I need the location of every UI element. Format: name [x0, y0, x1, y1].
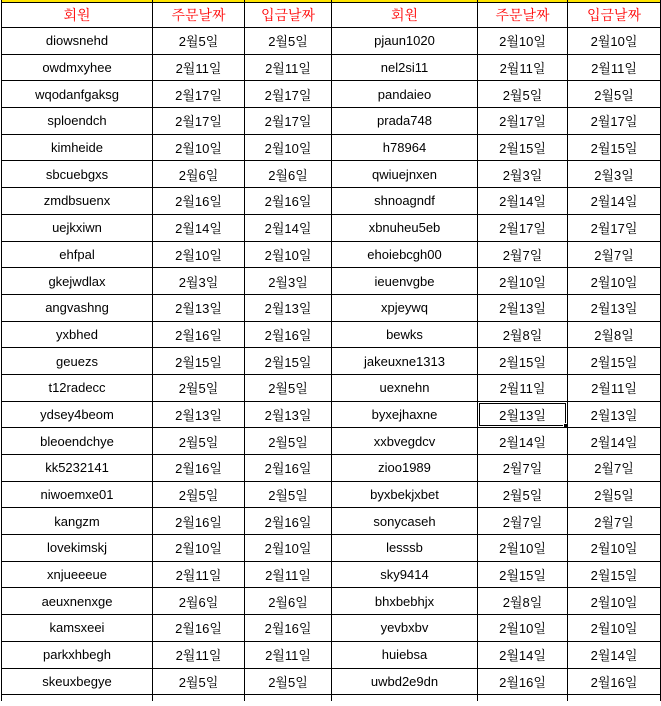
deposit-date-cell-right[interactable]: 2월17일 — [568, 214, 661, 241]
deposit-date-cell-left[interactable]: 2월5일 — [245, 481, 332, 508]
member-cell-right[interactable]: ehoiebcgh00 — [332, 241, 478, 268]
order-date-cell-left[interactable]: 2월5일 — [153, 28, 245, 55]
member-cell-right[interactable]: nel2si11 — [332, 54, 478, 81]
deposit-date-cell-right[interactable]: 2월15일 — [568, 348, 661, 375]
order-date-cell-right[interactable]: 2월7일 — [478, 508, 568, 535]
order-date-cell-left[interactable]: 2월11일 — [153, 561, 245, 588]
member-cell-right[interactable]: xxbvegdcv — [332, 428, 478, 455]
member-cell-left[interactable]: owdmxyhee — [2, 54, 153, 81]
member-cell-left[interactable]: yxbhed — [2, 321, 153, 348]
member-cell-right[interactable]: jakeuxne1313 — [332, 348, 478, 375]
order-date-cell-right[interactable]: 2월15일 — [478, 348, 568, 375]
deposit-date-cell-left[interactable]: 2월16일 — [245, 321, 332, 348]
order-date-cell-left[interactable]: 2월6일 — [153, 588, 245, 615]
member-cell-left[interactable]: wqodanfgaksg — [2, 81, 153, 108]
member-cell-right[interactable]: bewks — [332, 321, 478, 348]
header-member-left[interactable]: 회원 — [2, 3, 153, 28]
order-date-cell-right[interactable]: 2월10일 — [478, 28, 568, 55]
order-date-cell-left[interactable]: 2월10일 — [153, 134, 245, 161]
order-date-cell-right[interactable]: 2월5일 — [478, 481, 568, 508]
order-date-cell-right[interactable]: 2월15일 — [478, 561, 568, 588]
deposit-date-cell-right[interactable]: 2월3일 — [568, 161, 661, 188]
order-date-cell-right[interactable]: 2월17일 — [478, 214, 568, 241]
order-date-cell-left[interactable]: 2월16일 — [153, 455, 245, 482]
member-cell-right[interactable]: pandaieo — [332, 81, 478, 108]
table-row — [2, 161, 661, 188]
deposit-date-cell-right[interactable]: 2월10일 — [568, 535, 661, 562]
deposit-date-cell-right[interactable]: 2월11일 — [568, 374, 661, 401]
order-date-cell-right[interactable]: 2월15일 — [478, 134, 568, 161]
member-cell-left[interactable]: geuezs — [2, 348, 153, 375]
order-date-cell-right[interactable]: 2월11일 — [478, 54, 568, 81]
order-date-cell-left[interactable]: 2월16일 — [153, 188, 245, 215]
deposit-date-cell-left[interactable]: 2월13일 — [245, 294, 332, 321]
table-row — [2, 561, 661, 588]
table-row — [2, 294, 661, 321]
order-date-cell-right[interactable]: 2월5일 — [478, 81, 568, 108]
deposit-date-cell-left[interactable]: 2월16일 — [245, 508, 332, 535]
member-cell-left[interactable]: ydsey4beom — [2, 401, 153, 428]
member-cell-right[interactable]: lesssb — [332, 535, 478, 562]
table-row — [2, 348, 661, 375]
header-row — [2, 3, 661, 28]
deposit-date-cell-left[interactable]: 2월10일 — [245, 535, 332, 562]
order-date-cell-left[interactable]: 2월10일 — [153, 535, 245, 562]
table-row — [2, 108, 661, 135]
deposit-date-cell-right[interactable]: 2월7일 — [568, 241, 661, 268]
deposit-date-cell-right[interactable]: 2월14일 — [568, 641, 661, 668]
table-row — [2, 214, 661, 241]
order-date-cell-left[interactable]: 2월6일 — [153, 161, 245, 188]
deposit-date-cell-left[interactable]: 2월3일 — [245, 268, 332, 295]
deposit-date-cell-right[interactable]: 2월10일 — [568, 28, 661, 55]
header-deposit-left[interactable]: 입금날짜 — [245, 3, 332, 28]
table-row — [2, 641, 661, 668]
table-row — [2, 321, 661, 348]
member-cell-left[interactable]: lovekimskj — [2, 535, 153, 562]
order-date-cell-left[interactable]: 2월16일 — [153, 615, 245, 642]
member-cell-left[interactable]: kangzm — [2, 508, 153, 535]
member-cell-left[interactable]: bleoendchye — [2, 428, 153, 455]
order-date-cell-left[interactable]: 2월15일 — [153, 348, 245, 375]
deposit-date-cell-left[interactable]: 2월10일 — [245, 241, 332, 268]
cutoff-bottom-cell — [478, 695, 568, 702]
member-cell-right[interactable]: bhxbebhjx — [332, 588, 478, 615]
cutoff-bottom-cell — [153, 695, 245, 702]
member-cell-right[interactable]: pjaun1020 — [332, 28, 478, 55]
deposit-date-cell-left[interactable]: 2월5일 — [245, 668, 332, 695]
deposit-date-cell-left[interactable]: 2월6일 — [245, 161, 332, 188]
order-date-cell-left[interactable]: 2월16일 — [153, 508, 245, 535]
table-row — [2, 508, 661, 535]
table-row — [2, 401, 661, 428]
deposit-date-cell-left[interactable]: 2월11일 — [245, 54, 332, 81]
deposit-date-cell-right[interactable]: 2월11일 — [568, 54, 661, 81]
table-row — [2, 588, 661, 615]
member-cell-right[interactable]: uwbd2e9dn — [332, 668, 478, 695]
orders-spreadsheet — [1, 0, 661, 701]
cutoff-bottom-cell — [332, 695, 478, 702]
order-date-cell-right[interactable]: 2월11일 — [478, 374, 568, 401]
deposit-date-cell-right[interactable]: 2월16일 — [568, 668, 661, 695]
order-date-cell-right[interactable]: 2월10일 — [478, 615, 568, 642]
member-cell-right[interactable]: xbnuheu5eb — [332, 214, 478, 241]
deposit-date-cell-right[interactable]: 2월7일 — [568, 455, 661, 482]
deposit-date-cell-left[interactable]: 2월17일 — [245, 81, 332, 108]
deposit-date-cell-left[interactable]: 2월16일 — [245, 188, 332, 215]
header-member-right[interactable]: 회원 — [332, 3, 478, 28]
deposit-date-cell-right[interactable]: 2월7일 — [568, 508, 661, 535]
member-cell-left[interactable]: ehfpal — [2, 241, 153, 268]
deposit-date-cell-right[interactable]: 2월15일 — [568, 561, 661, 588]
table-row — [2, 81, 661, 108]
deposit-date-cell-right[interactable]: 2월15일 — [568, 134, 661, 161]
deposit-date-cell-left[interactable]: 2월15일 — [245, 348, 332, 375]
member-cell-left[interactable]: angvashng — [2, 294, 153, 321]
order-date-cell-left[interactable]: 2월5일 — [153, 668, 245, 695]
header-deposit-right[interactable]: 입금날짜 — [568, 3, 661, 28]
deposit-date-cell-left[interactable]: 2월5일 — [245, 428, 332, 455]
order-date-cell-left[interactable]: 2월16일 — [153, 321, 245, 348]
member-cell-left[interactable]: t12radecc — [2, 374, 153, 401]
member-cell-right[interactable]: xpjeywq — [332, 294, 478, 321]
deposit-date-cell-right[interactable]: 2월5일 — [568, 481, 661, 508]
order-date-cell-left[interactable]: 2월13일 — [153, 294, 245, 321]
deposit-date-cell-left[interactable]: 2월5일 — [245, 28, 332, 55]
member-cell-left[interactable]: xnjueeeue — [2, 561, 153, 588]
table-row — [2, 54, 661, 81]
member-cell-right[interactable]: uexnehn — [332, 374, 478, 401]
member-cell-left[interactable]: kk5232141 — [2, 455, 153, 482]
member-cell-left[interactable]: diowsnehd — [2, 28, 153, 55]
member-cell-right[interactable]: yevbxbv — [332, 615, 478, 642]
deposit-date-cell-left[interactable]: 2월14일 — [245, 214, 332, 241]
table-row — [2, 535, 661, 562]
order-date-cell-right[interactable]: 2월10일 — [478, 535, 568, 562]
cutoff-bottom-cell — [245, 695, 332, 702]
table-body — [2, 28, 661, 695]
deposit-date-cell-left[interactable]: 2월16일 — [245, 455, 332, 482]
header-order-right[interactable]: 주문날짜 — [478, 3, 568, 28]
order-date-cell-left[interactable]: 2월13일 — [153, 401, 245, 428]
deposit-date-cell-left[interactable]: 2월13일 — [245, 401, 332, 428]
member-cell-right[interactable]: byxbekjxbet — [332, 481, 478, 508]
order-date-cell-right[interactable]: 2월8일 — [478, 588, 568, 615]
order-date-cell-left[interactable]: 2월5일 — [153, 428, 245, 455]
order-date-cell-right[interactable]: 2월14일 — [478, 641, 568, 668]
deposit-date-cell-right[interactable]: 2월13일 — [568, 401, 661, 428]
order-date-cell-right[interactable]: 2월10일 — [478, 268, 568, 295]
member-cell-right[interactable]: h78964 — [332, 134, 478, 161]
deposit-date-cell-right[interactable]: 2월8일 — [568, 321, 661, 348]
member-cell-right[interactable]: ieuenvgbe — [332, 268, 478, 295]
order-date-cell-left[interactable]: 2월10일 — [153, 241, 245, 268]
order-date-cell-right[interactable]: 2월3일 — [478, 161, 568, 188]
order-date-cell-right[interactable]: 2월16일 — [478, 668, 568, 695]
member-cell-left[interactable]: gkejwdlax — [2, 268, 153, 295]
selected-cell[interactable]: 2월13일 — [478, 401, 568, 428]
deposit-date-cell-right[interactable]: 2월10일 — [568, 615, 661, 642]
order-date-cell-right[interactable]: 2월8일 — [478, 321, 568, 348]
table-row — [2, 615, 661, 642]
member-cell-right[interactable]: sonycaseh — [332, 508, 478, 535]
order-date-cell-right[interactable]: 2월7일 — [478, 455, 568, 482]
table-row — [2, 374, 661, 401]
member-cell-right[interactable]: shnoagndf — [332, 188, 478, 215]
cutoff-bottom-cell — [2, 695, 153, 702]
member-cell-left[interactable]: sbcuebgxs — [2, 161, 153, 188]
deposit-date-cell-left[interactable]: 2월17일 — [245, 108, 332, 135]
member-cell-left[interactable]: parkxhbegh — [2, 641, 153, 668]
order-date-cell-right[interactable]: 2월17일 — [478, 108, 568, 135]
table-row — [2, 134, 661, 161]
deposit-date-cell-right[interactable]: 2월17일 — [568, 108, 661, 135]
cutoff-bottom-row — [2, 695, 661, 702]
order-date-cell-left[interactable]: 2월11일 — [153, 641, 245, 668]
member-cell-left[interactable]: kimheide — [2, 134, 153, 161]
deposit-date-cell-left[interactable]: 2월16일 — [245, 615, 332, 642]
table-row — [2, 28, 661, 55]
table-row — [2, 241, 661, 268]
order-date-cell-left[interactable]: 2월5일 — [153, 374, 245, 401]
table-row — [2, 268, 661, 295]
order-date-cell-right[interactable]: 2월7일 — [478, 241, 568, 268]
order-date-cell-left[interactable]: 2월17일 — [153, 81, 245, 108]
member-cell-right[interactable]: zioo1989 — [332, 455, 478, 482]
table-row — [2, 455, 661, 482]
deposit-date-cell-left[interactable]: 2월6일 — [245, 588, 332, 615]
member-cell-left[interactable]: niwoemxe01 — [2, 481, 153, 508]
member-cell-left[interactable]: sploendch — [2, 108, 153, 135]
header-order-left[interactable]: 주문날짜 — [153, 3, 245, 28]
table-row — [2, 428, 661, 455]
member-cell-left[interactable]: skeuxbegye — [2, 668, 153, 695]
deposit-date-cell-right[interactable]: 2월10일 — [568, 588, 661, 615]
member-cell-left[interactable]: kamsxeei — [2, 615, 153, 642]
order-date-cell-right[interactable]: 2월14일 — [478, 428, 568, 455]
order-date-cell-right[interactable]: 2월14일 — [478, 188, 568, 215]
member-cell-right[interactable]: sky9414 — [332, 561, 478, 588]
member-cell-right[interactable]: huiebsa — [332, 641, 478, 668]
order-date-cell-left[interactable]: 2월17일 — [153, 108, 245, 135]
order-date-cell-left[interactable]: 2월5일 — [153, 481, 245, 508]
deposit-date-cell-right[interactable]: 2월10일 — [568, 268, 661, 295]
member-cell-left[interactable]: aeuxnenxge — [2, 588, 153, 615]
order-date-cell-left[interactable]: 2월3일 — [153, 268, 245, 295]
member-cell-right[interactable]: prada748 — [332, 108, 478, 135]
deposit-date-cell-left[interactable]: 2월10일 — [245, 134, 332, 161]
deposit-date-cell-right[interactable]: 2월14일 — [568, 428, 661, 455]
order-date-cell-left[interactable]: 2월14일 — [153, 214, 245, 241]
member-cell-right[interactable]: byxejhaxne — [332, 401, 478, 428]
order-date-cell-right[interactable]: 2월13일 — [478, 294, 568, 321]
cutoff-bottom-cell — [568, 695, 661, 702]
member-cell-left[interactable]: zmdbsuenx — [2, 188, 153, 215]
table-row — [2, 668, 661, 695]
order-date-cell-left[interactable]: 2월11일 — [153, 54, 245, 81]
deposit-date-cell-left[interactable]: 2월11일 — [245, 561, 332, 588]
deposit-date-cell-right[interactable]: 2월13일 — [568, 294, 661, 321]
table-row — [2, 481, 661, 508]
member-cell-left[interactable]: uejkxiwn — [2, 214, 153, 241]
deposit-date-cell-left[interactable]: 2월11일 — [245, 641, 332, 668]
table-row — [2, 188, 661, 215]
member-cell-right[interactable]: qwiuejnxen — [332, 161, 478, 188]
deposit-date-cell-left[interactable]: 2월5일 — [245, 374, 332, 401]
deposit-date-cell-right[interactable]: 2월14일 — [568, 188, 661, 215]
deposit-date-cell-right[interactable]: 2월5일 — [568, 81, 661, 108]
